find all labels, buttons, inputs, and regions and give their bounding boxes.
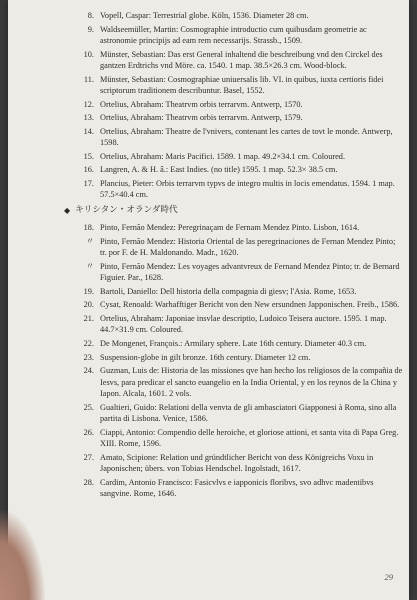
catalog-entry [78,352,403,363]
catalog-entry [78,178,403,201]
entry-number: 21. [83,313,94,323]
catalog-entry [78,313,403,336]
catalog-entry [78,112,403,123]
catalog-entry [78,126,403,149]
entry-number: 13. [83,113,94,123]
catalog-entry [78,338,403,349]
entry-number: 18. [83,223,94,233]
catalog-entry [78,261,403,284]
catalog-page [8,0,409,600]
entry-number: 17. [83,178,94,188]
catalog-entry [78,427,403,450]
entry-text: Gualtieri, Guido: Relationi della venvta de gli ambasciatori Giapponesi à Roma, sino alla partita di Lisbona. Venice, 1586. [100,402,397,423]
entry-text: Ortelius, Abraham: Maris Pacifici. 1589. 1 map. 49.2×34.1 cm. Coloured. [100,151,346,161]
entry-text: Ortelius, Abraham: Japoniae insvlae descriptio, Ludoico Teisera auctore. 1595. 1 map. 44.7×31.9 cm. Coloured. [100,313,387,335]
catalog-entry [78,286,403,297]
catalog-entry [78,99,403,110]
entry-number: 〃 [85,236,94,246]
thumb-image [0,510,45,600]
entry-text: Münster, Sebastian: Das erst General inhaltend die beschreibung vnd den Circkel des gantzen Erdtrichs vnd Möre. ca. 1540. 1 map. 38.5×26.3 cm. Wood-block. [100,49,383,70]
entry-number: 19. [83,286,94,296]
entry-text: Münster, Sebastian: Cosmographiae uniuersalis lib. VI. in quibus, iuxta certioris fidei scriptorum traditionem describuntur. Basel, 1552. [100,74,384,95]
catalog-entry [78,222,403,233]
entry-text: Pinto, Fernão Mendez: Peregrinaçam de Fernam Mendez Pinto. Lisbon, 1614. [100,223,360,233]
entry-text: Suspension-globe in gilt bronze. 16th century. Diameter 12 cm. [100,352,311,362]
entry-number: 20. [83,300,94,310]
catalog-entry [78,24,403,47]
entry-number: 14. [83,126,94,136]
entry-text: Ortelius, Abraham: Theatrvm orbis terrarvm. Antwerp, 1579. [100,113,303,123]
entry-text: De Mongenet, François.: Armilary sphere. Late 16th century. Diameter 40.3 cm. [100,338,367,348]
entry-number: 11. [83,74,94,84]
entry-text: Ortelius, Abraham: Theatre de l'vnivers, contenant les cartes de tovt le monde. Antwerp, 1598. [100,126,393,148]
entry-number: 10. [83,49,94,59]
section-title: キリシタン・オランダ時代 [75,204,178,215]
entry-text: Ciappi, Antonio: Compendio delle heroiche, et gloriose attioni, et santa vita di Papa Greg. XIII. Rome, 1596. [100,427,399,448]
entry-text: Guzman, Luis de: Historia de las missiones qve han hecho los religiosos de la compañia de Iesvs, para predicar el sancto euangelio en la India Oriental, y en los reynos de la China y Iapon. Alcala, 1601. 2 vols. [100,366,403,398]
diamond-bullet-icon: ◆ [64,205,71,215]
entry-text: Vopell, Caspar: Terrestrial globe. Köln, 1536. Diameter 28 cm. [100,11,309,20]
entry-number: 16. [83,165,94,175]
entry-number: 15. [83,151,94,161]
catalog-entry [78,74,403,97]
entry-number: 27. [83,452,94,462]
catalog-entry [78,365,403,399]
entry-text: Ortelius, Abraham: Theatrvm orbis terrarvm. Antwerp, 1570. [100,99,303,109]
entry-number: 23. [83,352,94,362]
entry-text: Plancius, Pieter: Orbis terrarvm typvs de integro multis in locis emendatus. 1594. 1 map. 57.5×40.4 cm. [100,178,395,200]
entry-number: 〃 [85,261,94,271]
entry-text: Pinto, Fernão Mendez: Les voyages advantvreux de Fernand Mendez Pinto; tr. de Bernard Figuier. Par., 1628. [100,261,400,283]
catalog-entry [78,299,403,310]
entry-text: Amato, Scipione: Relation und gründtlicher Bericht von dess Königreichs Voxu in Japonischen; übers. von Tobias Hendschel. Ingolstadt, 1617. [100,452,374,473]
catalog-entry [78,477,403,500]
entry-number: 22. [83,338,94,348]
catalog-entry [78,236,403,259]
entry-list-top [78,10,403,201]
page-number: 29 [384,572,393,582]
entry-number: 26. [83,427,94,437]
entry-number: 28. [83,477,94,487]
catalog-entry [78,10,403,21]
catalog-entry [78,402,403,425]
catalog-entry [78,49,403,72]
catalog-entry [78,151,403,162]
entry-text: Langren, A. & H. â.: East Indies. (no title) 1595. 1 map. 52.3× 38.5 cm. [100,165,338,175]
entry-list [64,10,403,502]
catalog-entry [78,452,403,475]
entry-text: Bartoli, Daniello: Dell historia della compagnia di giesv; l'Asia. Rome, 1653. [100,286,357,296]
entry-text: Cysat, Renoald: Warhafftiger Bericht von den New ersundnen Japponischen. Freib., 1586. [100,300,400,310]
entry-number: 8. [87,11,94,20]
entry-text: Waldseemüller, Martin: Cosmographie introductio cum quibusdam geometrie ac astronomie principijs ad eam rem necessarijs. Strassb., 1509. [100,24,367,45]
entry-number: 9. [87,24,94,34]
entry-number: 25. [83,402,94,412]
entry-text: Pinto, Fernão Mendez: Historia Oriental de las peregrinaciones de Fernan Mendez Pinto; tr. por F. de H. Maldonando. Madr., 1620. [100,236,396,258]
entry-text: Cardim, Antonio Francisco: Fasicvlvs e iapponicis floribvs, svo adhvc madentibvs sangvine. Rome, 1646. [100,477,374,498]
entry-list-bottom [78,222,403,499]
section-heading [64,205,403,216]
entry-number: 12. [83,99,94,109]
catalog-entry [78,164,403,175]
entry-number: 24. [83,366,94,376]
